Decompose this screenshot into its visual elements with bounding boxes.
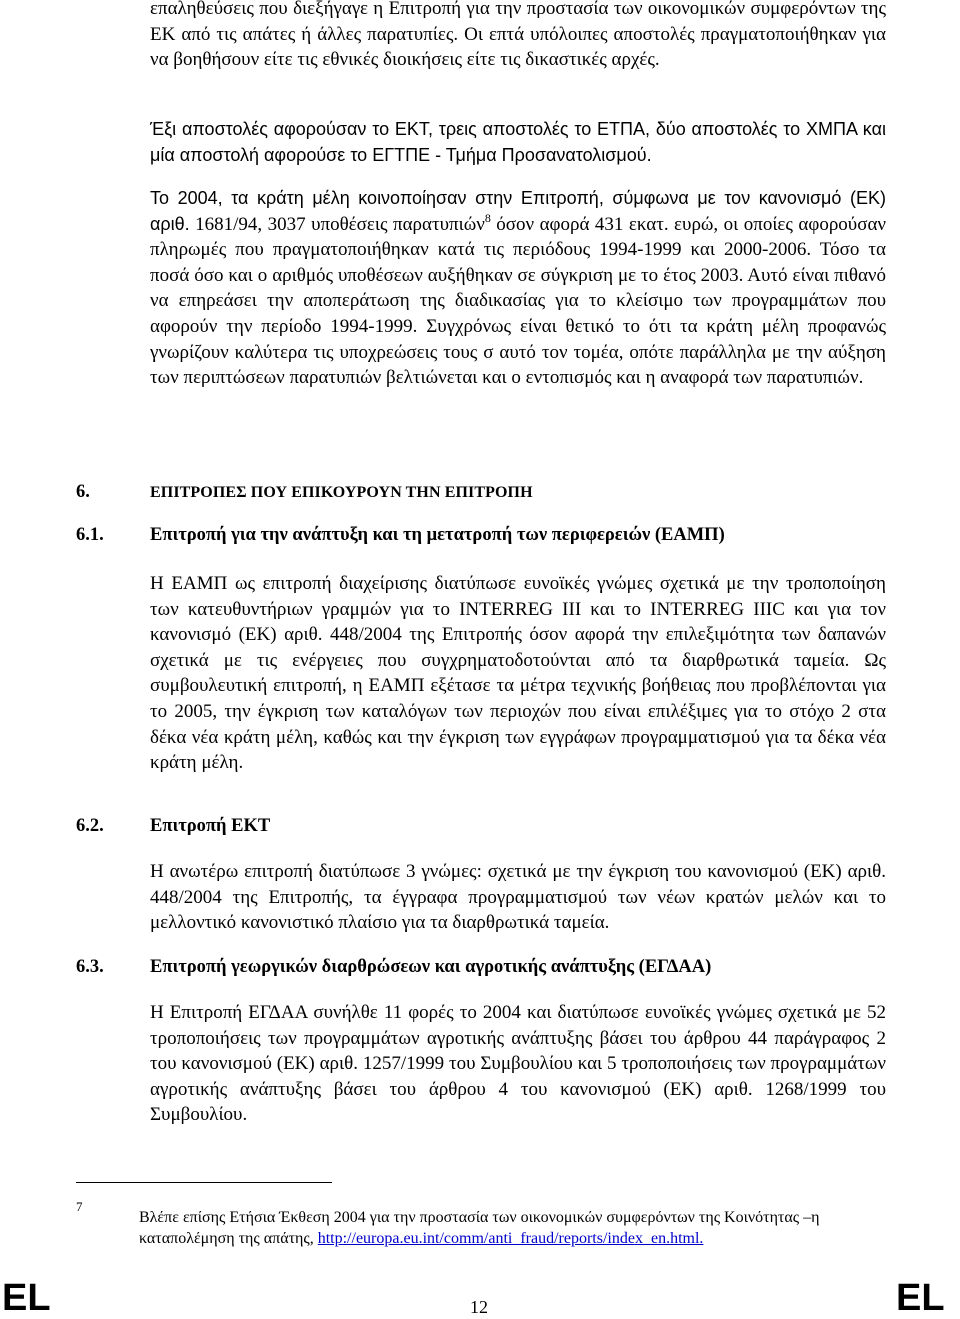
- section-6-1-number: 6.1.: [76, 525, 104, 545]
- paragraph-irregularities-cases: 1681/94, 3037 υποθέσεις παρατυπιών: [195, 213, 485, 235]
- page-number: 12: [470, 1297, 488, 1317]
- section-6-3-title: Επιτροπή γεωργικών διαρθρώσεων και αγροτικής ανάπτυξης (ΕΓΔΑΑ): [150, 957, 712, 977]
- footnote-number: 7: [76, 1199, 83, 1214]
- paragraph-verifications: επαληθεύσεις που διεξήγαγε η Επιτροπή για την προστασία των οικονομικών συμφερόντων της ΕΚ από τις απάτες ή άλλες παρατυπίες. Οι επτά υπόλοιπες αποστολές πραγματοποιήθηκαν για να βοηθήσουν είτε τις εθνικές διοικήσεις είτε τις δικαστικές αρχές.: [150, 0, 886, 71]
- footnote-body: Βλέπε επίσης Ετήσια Έκθεση 2004 για την προστασία των οικονομικών συμφερόντων της Κοινότητας –η καταπολέμηση της απάτης,: [139, 1209, 820, 1247]
- paragraph-missions: Έξι αποστολές αφορούσαν το ΕΚΤ, τρεις αποστολές το ΕΤΠΑ, δύο αποστολές το ΧΜΠΑ και μία αποστολή αφορούσε το ΕΓΤΠΕ - Τμήμα Προσανατολισμού.: [150, 119, 886, 165]
- section-6-1-title: Επιτροπή για την ανάπτυξη και τη μετατροπή των περιφερειών (ΕΑΜΠ): [150, 525, 725, 545]
- section-6-3-number: 6.3.: [76, 957, 104, 977]
- section-6-number: 6.: [76, 482, 90, 502]
- footnote-ref-8[interactable]: 8: [484, 210, 491, 225]
- section-6-2-title: Επιτροπή ΕΚΤ: [150, 816, 271, 836]
- language-code-left: EL: [2, 1277, 51, 1319]
- paragraph-irregularities-lead: Το 2004, τα κράτη μέλη κοινοποίησαν στην Επιτροπή, σύμφωνα με τον κανονισμό (ΕΚ) αριθ.: [150, 188, 886, 234]
- language-code-right: EL: [896, 1277, 945, 1319]
- paragraph-irregularities: [150, 186, 886, 391]
- section-6-title: ΕΠΙΤΡΟΠΕΣ ΠΟΥ ΕΠΙΚΟΥΡΟΥΝ ΤΗΝ ΕΠΙΤΡΟΠΗ: [150, 484, 533, 501]
- footnote-separator: [76, 1182, 332, 1183]
- section-6-3-body: Η Επιτροπή ΕΓΔΑΑ συνήλθε 11 φορές το 2004 και διατύπωσε ευνοϊκές γνώμες σχετικά με 52 τροποποιήσεις των προγραμμάτων αγροτικής ανάπτυξης βάσει του άρθρου 44 παράγραφος 2 του κανονισμού (ΕΚ) αριθ. 1257/1999 του Συμβουλίου και 5 τροποποιήσεις των προγραμμάτων αγροτικής ανάπτυξης βάσει του άρθρου 4 του κανονισμού (ΕΚ) αριθ. 1268/1999 του Συμβουλίου.: [150, 1002, 886, 1126]
- section-6-1-body: Η ΕΑΜΠ ως επιτροπή διαχείρισης διατύπωσε ευνοϊκές γνώμες σχετικά με την τροποποίηση των κατευθυντήριων γραμμών για το INTERREG III και το INTERREG IIIC και για τον κανονισμό (ΕΚ) αριθ. 448/2004 της Επιτροπής όσον αφορά την επιλεξιμότητα των δαπανών σχετικά με τις ενέργειες που συγχρηματοδοτούνται από τα διαρθρωτικά ταμεία. Ως συμβουλευτική επιτροπή, η ΕΑΜΠ εξέτασε τα μέτρα τεχνικής βοήθειας που προβλέπονται για το 2005, την έγκριση των καταλόγων των περιοχών που είναι επιλέξιμες για το στόχο 2 στα δέκα νέα κράτη μέλη, καθώς και την έγκριση των εγγράφων προγραμματισμού για τα δέκα νέα κράτη μέλη.: [150, 573, 886, 774]
- section-6-2-number: 6.2.: [76, 816, 104, 836]
- paragraph-irregularities-rest: όσον αφορά 431 εκατ. ευρώ, οι οποίες αφορούσαν πληρωμές που πραγματοποιήθηκαν κατά τις περιόδους 1994-1999 και 2000-2006. Τόσο τα ποσά όσο και ο αριθμός υποθέσεων αυξήθηκαν σε σύγκριση με το έτος 2003. Αυτό είναι πιθανό να επηρεάσει την αποπεράτωση της διαδικασίας για το κλείσιμο των προγραμμάτων που αφορούν την περίοδο 1994-1999. Συγχρόνως είναι θετικό το ότι τα κράτη μέλη προφανώς γνωρίζουν καλύτερα τις υποχρεώσεις τους σ αυτό τον τομέα, οπότε παράλληλα με την αύξηση των περιπτώσεων παρατυπιών βελτιώνεται και ο εντοπισμός και η αναφορά των παρατυπιών.: [150, 213, 886, 389]
- section-6-2-body: Η ανωτέρω επιτροπή διατύπωσε 3 γνώμες: σχετικά με την έγκριση του κανονισμού (ΕΚ) αριθ. 448/2004 της Επιτροπής, τα έγγραφα προγραμματισμού των νέων κρατών μελών και το μελλοντικό κανονιστικό πλαίσιο για τα διαρθρωτικά ταμεία.: [150, 861, 886, 934]
- footnote-link[interactable]: http://europa.eu.int/comm/anti_fraud/reports/index_en.html.: [317, 1230, 704, 1247]
- footnote-text: [139, 1207, 889, 1249]
